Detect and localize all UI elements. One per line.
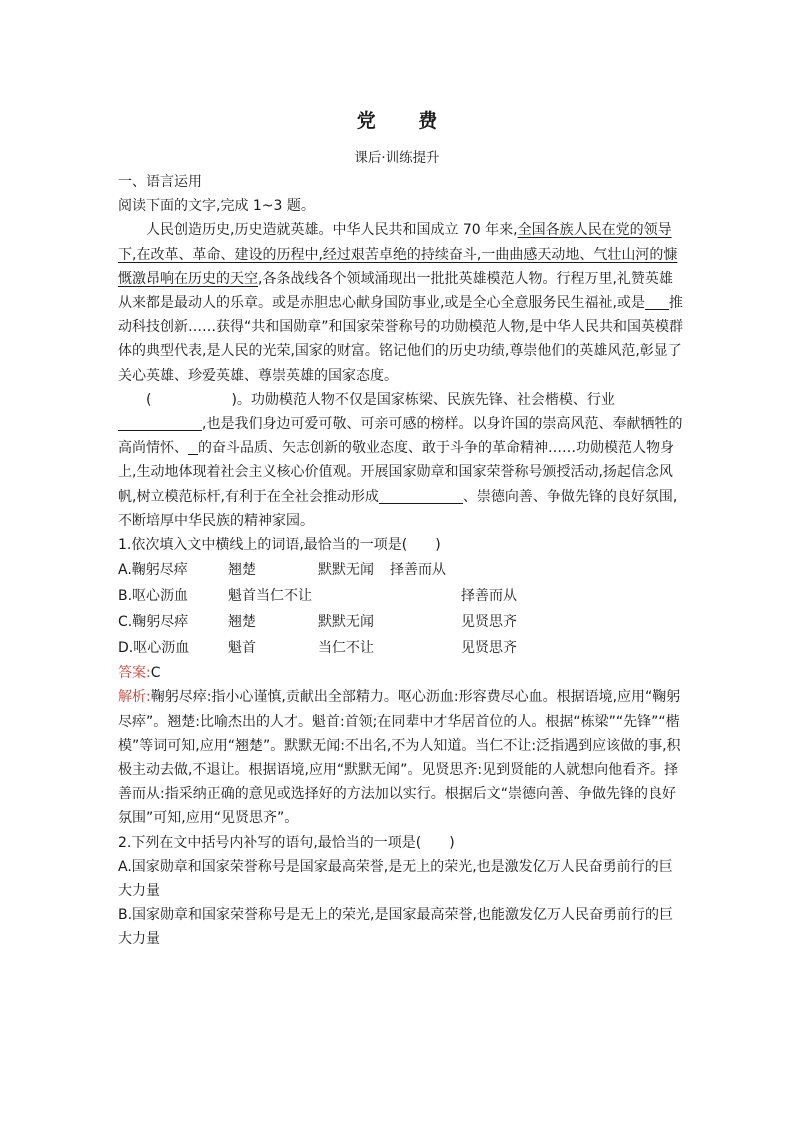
q1-option-b: B.呕心沥血 魁首当仁不让 择善而从 (118, 588, 517, 605)
q2-option-b: B.国家勋章和国家荣誉称号是无上的荣光,是国家最高荣誉,也能激发亿万人民奋勇前行的巨大力量 (118, 907, 673, 948)
fill-blank-1 (645, 293, 669, 310)
document-body (118, 170, 684, 952)
fill-blank-4 (379, 487, 463, 504)
page-subtitle: 课后·训练提升 (354, 150, 440, 166)
q2-option-a: A.国家勋章和国家荣誉称号是国家最高荣誉,是无上的荣光,也是激发亿万人民奋勇前行的巨大力量 (118, 858, 673, 900)
instructions: 阅读下面的文字,完成 1~3 题。 (118, 198, 315, 215)
question-2-stem: 2.下列在文中括号内补写的语句,最恰当的一项是( ) (118, 834, 455, 851)
section-heading: 一、语言运用 (118, 174, 202, 190)
passage-paragraph-1: 人民创造历史,历史造就英雄。中华人民共和国成立 70 年来,全国各族人民在党的领导下,在改革、革命、建设的历程中,经过艰苦卓绝的持续奋斗,一曲曲感天动地、气壮山河的慷慨激昂响在历史的天空,各条战线各个领域涌现出一批批英雄模范人物。行程万里,礼赞英雄从来都是最动人的乐章。或是赤胆忠心献身国防事业,或是全心全意服务民生福祉,或是 推动科技创新……获得“共和国勋章”和国家荣誉称号的功勋模范人物,是中华人民共和国英模群体的典型代表,是人民的光荣,国家的财富。铭记他们的历史功绩,尊崇他们的英雄风范,彰显了关心英雄、珍爱英雄、尊崇英雄的国家态度。 (118, 222, 683, 384)
passage-paragraph-2: ( )。功勋模范人物不仅是国家栋梁、民族先锋、社会楷模、行业,也是我们身边可爱可敬、可亲可感的榜样。以身许国的崇高风范、奉献牺牲的高尚情怀、 的奋斗品质、矢志创新的敬业态度、敢于斗争的革命精神……功勋模范人物身上,生动地体现着社会主义核心价值观。开展国家勋章和国家荣誉称号颁授活动,扬起信念风帆,树立模范标杆,有利于在全社会推动形成 、崇德向善、争做先锋的良好氛围,不断培厚中华民族的精神家园。 (118, 391, 683, 529)
q1-answer: 答案:C (118, 665, 161, 682)
page-title: 党 费 (356, 110, 456, 132)
q1-analysis: 解析:鞠躬尽瘁:指小心谨慎,贡献出全部精力。呕心沥血:形容费尽心血。根据语境,应用“鞠躬尽瘁”。翘楚:比喻杰出的人才。魁首:首领;在同辈中才华居首位的人。根据“栋梁”“先锋”“楷模”等词可知,应用“翘楚”。默默无闻:不出名,不为人知道。当仁不让:泛指遇到应该做的事,积极主动去做,不退让。根据语境,应用“默默无闻”。见贤思齐:见到贤能的人就想向他看齐。择善而从:指采纳正确的意见或选择好的方法加以实行。根据后文“崇德向善、争做先锋的良好氛围”可知,应用“见贤思齐”。 (118, 689, 681, 827)
q1-option-d: D.呕心沥血 魁首 当仁不让 见贤思齐 (118, 640, 517, 657)
q1-option-c: C.鞠躬尽瘁 翘楚 默默无闻 见贤思齐 (118, 614, 517, 631)
q1-option-a: A.鞠躬尽瘁 翘楚 默默无闻 择善而从 (118, 562, 446, 579)
underlined-sentence: 全国各族人民在党的领导下,在改革、革命、建设的历程中,经过艰苦卓绝的持续奋斗,一曲曲感天动地、气壮山河的慷慨激昂响在历史的天空 (118, 222, 678, 287)
fill-blank-3 (188, 438, 198, 455)
fill-blank-2 (118, 414, 202, 431)
question-1-stem: 1.依次填入文中横线上的词语,最恰当的一项是( ) (118, 537, 441, 554)
